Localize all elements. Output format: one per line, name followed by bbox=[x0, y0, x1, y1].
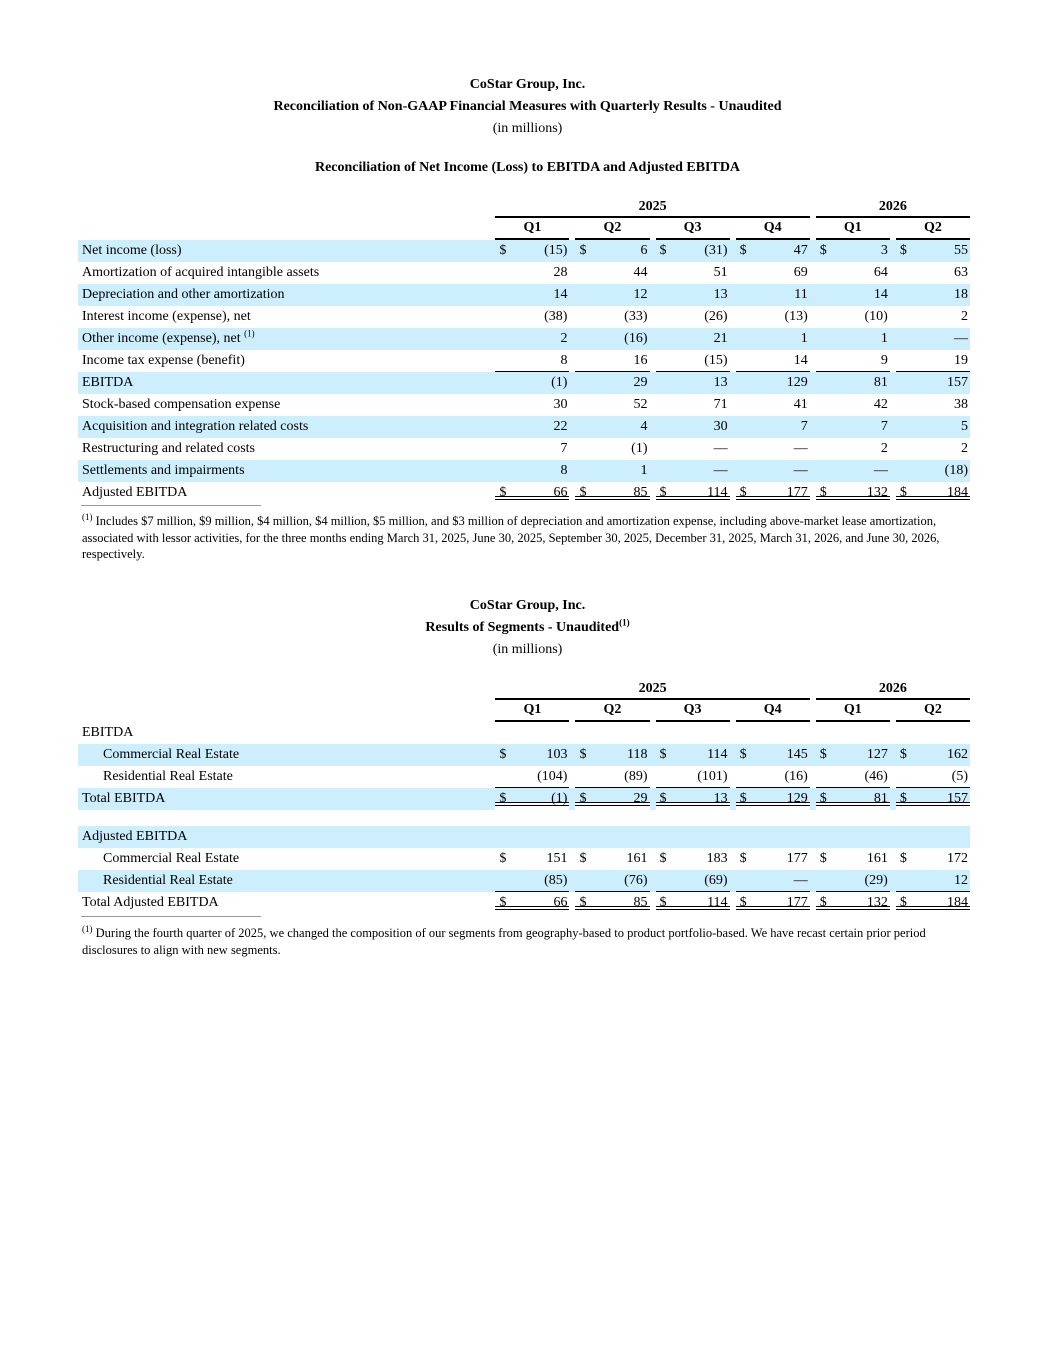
currency-symbol bbox=[736, 438, 755, 460]
currency-symbol bbox=[816, 460, 835, 482]
cell-value: 118 bbox=[594, 744, 649, 766]
currency-symbol bbox=[495, 870, 514, 892]
quarter-header: Q2 bbox=[575, 700, 649, 722]
cell-value: 3 bbox=[835, 240, 890, 262]
row-label: Total Adjusted EBITDA bbox=[82, 895, 219, 910]
currency-symbol: $ bbox=[816, 744, 835, 766]
currency-symbol bbox=[656, 394, 675, 416]
cell-value: 1 bbox=[755, 328, 810, 350]
year-header-row bbox=[78, 197, 970, 218]
cell-value: 14 bbox=[514, 284, 569, 306]
currency-symbol: $ bbox=[495, 892, 514, 914]
quarter-header: Q2 bbox=[896, 218, 970, 240]
currency-symbol bbox=[896, 372, 915, 394]
cell-value: 129 bbox=[755, 788, 810, 810]
cell-value: 85 bbox=[594, 892, 649, 914]
year-header: 2025 bbox=[495, 197, 809, 218]
cell-value: 47 bbox=[755, 240, 810, 262]
cell-value: 151 bbox=[546, 851, 568, 866]
row-label: Commercial Real Estate bbox=[78, 744, 495, 766]
cell-value: — bbox=[755, 870, 810, 892]
currency-symbol bbox=[816, 766, 835, 788]
currency-symbol bbox=[656, 350, 675, 372]
cell-value: 13 bbox=[675, 284, 730, 306]
cell-value: 16 bbox=[594, 350, 649, 372]
currency-symbol bbox=[495, 262, 514, 284]
cell-value: 30 bbox=[675, 416, 730, 438]
table-row bbox=[78, 306, 970, 328]
cell-value: 177 bbox=[786, 851, 808, 866]
currency-symbol bbox=[896, 328, 915, 350]
row-label: Adjusted EBITDA bbox=[82, 485, 188, 500]
currency-symbol: $ bbox=[819, 851, 827, 866]
currency-symbol bbox=[896, 438, 915, 460]
cell-value: 4 bbox=[594, 416, 649, 438]
currency-symbol: $ bbox=[816, 892, 835, 914]
cell-value: 1 bbox=[835, 328, 890, 350]
cell-value: (10) bbox=[864, 309, 888, 324]
cell-value: 19 bbox=[915, 350, 970, 372]
report-title-1: Reconciliation of Non-GAAP Financial Measures with Quarterly Results - Unaudited bbox=[273, 99, 782, 114]
year-header: 2025 bbox=[495, 679, 809, 700]
section-label: EBITDA bbox=[82, 725, 134, 740]
currency-symbol bbox=[495, 350, 514, 372]
row-label: Amortization of acquired intangible assets bbox=[82, 265, 320, 280]
table-row bbox=[78, 744, 970, 766]
currency-symbol: $ bbox=[896, 744, 915, 766]
cell-value: 7 bbox=[835, 416, 890, 438]
cell-value: 184 bbox=[915, 892, 970, 914]
quarter-header: Q4 bbox=[736, 218, 810, 240]
cell-value: (18) bbox=[915, 460, 970, 482]
currency-symbol bbox=[896, 416, 915, 438]
currency-symbol bbox=[656, 766, 675, 788]
currency-symbol bbox=[495, 284, 514, 306]
cell-value: 12 bbox=[594, 284, 649, 306]
footnote-rule-2 bbox=[81, 916, 261, 917]
currency-symbol: $ bbox=[896, 482, 915, 504]
row-label: Residential Real Estate bbox=[78, 870, 495, 892]
currency-symbol: $ bbox=[739, 851, 747, 866]
cell-value: 22 bbox=[514, 416, 569, 438]
report-title-2-text: Results of Segments - Unaudited bbox=[425, 620, 620, 635]
currency-symbol: $ bbox=[816, 240, 835, 262]
row-label: Stock-based compensation expense bbox=[82, 397, 281, 412]
cell-value: 52 bbox=[633, 397, 648, 412]
units-note-2: (in millions) bbox=[492, 642, 563, 657]
currency-symbol: $ bbox=[899, 851, 907, 866]
year-header-row bbox=[78, 679, 970, 700]
cell-value: 66 bbox=[514, 892, 569, 914]
cell-value: 29 bbox=[594, 372, 649, 394]
units-note-1: (in millions) bbox=[492, 121, 563, 136]
currency-symbol bbox=[575, 372, 594, 394]
currency-symbol bbox=[575, 328, 594, 350]
currency-symbol bbox=[896, 460, 915, 482]
cell-value: (1) bbox=[514, 372, 569, 394]
cell-value: (29) bbox=[835, 870, 890, 892]
cell-value: 12 bbox=[915, 870, 970, 892]
currency-symbol bbox=[495, 460, 514, 482]
reconciliation-table bbox=[78, 197, 970, 504]
cell-value: 161 bbox=[626, 851, 648, 866]
cell-value: 13 bbox=[675, 788, 730, 810]
cell-value: 157 bbox=[915, 372, 970, 394]
cell-value: 14 bbox=[835, 284, 890, 306]
currency-symbol bbox=[656, 416, 675, 438]
currency-symbol: $ bbox=[656, 788, 675, 810]
cell-value: (16) bbox=[755, 766, 810, 788]
currency-symbol bbox=[896, 306, 915, 328]
currency-symbol: $ bbox=[575, 482, 594, 504]
title-footnote-marker: (1) bbox=[619, 617, 630, 628]
cell-value: 14 bbox=[755, 350, 810, 372]
currency-symbol bbox=[656, 460, 675, 482]
quarter-header-row bbox=[78, 218, 970, 240]
cell-value: 11 bbox=[755, 284, 810, 306]
currency-symbol: $ bbox=[495, 240, 514, 262]
cell-value: 81 bbox=[835, 788, 890, 810]
currency-symbol bbox=[575, 394, 594, 416]
currency-symbol bbox=[896, 766, 915, 788]
currency-symbol bbox=[736, 350, 755, 372]
table-row bbox=[78, 262, 970, 284]
cell-value: 55 bbox=[915, 240, 970, 262]
row-label: Depreciation and other amortization bbox=[78, 284, 495, 306]
quarter-header: Q1 bbox=[816, 700, 890, 722]
company-name-1: CoStar Group, Inc. bbox=[469, 77, 586, 92]
cell-value: 63 bbox=[954, 265, 968, 280]
company-name-2: CoStar Group, Inc. bbox=[469, 598, 586, 613]
cell-value: 183 bbox=[706, 851, 728, 866]
cell-value: 114 bbox=[675, 482, 730, 504]
cell-value: 103 bbox=[514, 744, 569, 766]
currency-symbol: $ bbox=[579, 851, 587, 866]
currency-symbol: $ bbox=[575, 788, 594, 810]
footnote-text: During the fourth quarter of 2025, we changed the composition of our segments from geography-based to product portfolio-based. We have recast certain prior period disclosures to align with new segments. bbox=[82, 926, 926, 957]
cell-value: 69 bbox=[793, 265, 808, 280]
currency-symbol bbox=[736, 306, 755, 328]
currency-symbol: $ bbox=[736, 240, 755, 262]
quarter-header: Q3 bbox=[656, 218, 730, 240]
currency-symbol: $ bbox=[575, 240, 594, 262]
row-label: Interest income (expense), net bbox=[82, 309, 251, 324]
cell-value: (15) bbox=[514, 240, 569, 262]
currency-symbol bbox=[736, 328, 755, 350]
cell-value: 2 bbox=[961, 441, 968, 456]
cell-value: 71 bbox=[713, 397, 728, 412]
table-row bbox=[78, 240, 970, 262]
cell-value: (104) bbox=[514, 766, 569, 788]
currency-symbol: $ bbox=[656, 744, 675, 766]
row-label: Income tax expense (benefit) bbox=[82, 353, 245, 368]
cell-value: (15) bbox=[675, 350, 730, 372]
cell-value: 177 bbox=[755, 482, 810, 504]
cell-value: 8 bbox=[514, 350, 569, 372]
currency-symbol bbox=[896, 262, 915, 284]
currency-symbol: $ bbox=[816, 788, 835, 810]
cell-value: (76) bbox=[594, 870, 649, 892]
currency-symbol bbox=[656, 438, 675, 460]
currency-symbol bbox=[816, 328, 835, 350]
currency-symbol: $ bbox=[896, 788, 915, 810]
cell-value: 13 bbox=[675, 372, 730, 394]
cell-value: 2 bbox=[880, 441, 888, 456]
currency-symbol: $ bbox=[659, 851, 667, 866]
row-label: Total EBITDA bbox=[78, 788, 495, 810]
cell-value: (46) bbox=[835, 766, 890, 788]
row-label: Other income (expense), net $^{(1)}$ bbox=[78, 328, 495, 350]
cell-value: (69) bbox=[675, 870, 730, 892]
cell-value: (26) bbox=[704, 309, 728, 324]
currency-symbol bbox=[656, 262, 675, 284]
spacer-row bbox=[78, 810, 970, 826]
currency-symbol: $ bbox=[736, 482, 755, 504]
quarter-header: Q1 bbox=[495, 218, 569, 240]
cell-value: 157 bbox=[915, 788, 970, 810]
cell-value: 177 bbox=[755, 892, 810, 914]
currency-symbol bbox=[736, 416, 755, 438]
currency-symbol bbox=[736, 262, 755, 284]
cell-value: 42 bbox=[873, 397, 888, 412]
cell-value: 132 bbox=[835, 892, 890, 914]
currency-symbol: $ bbox=[656, 240, 675, 262]
currency-symbol bbox=[575, 306, 594, 328]
footnote-marker: (1) bbox=[244, 328, 255, 339]
table-row bbox=[78, 438, 970, 460]
cell-value: 81 bbox=[835, 372, 890, 394]
footnote-text: Includes $7 million, $9 million, $4 million, $4 million, $5 million, and $3 million of depreciation and amortization expense, including above-market lease amortization, associated with lessor activities, for the three months ending March 31, 2025, June 30, 2025, September 30, 2025, December 31, 2025, March 31, 2026, and June 30, 2026, respectively. bbox=[82, 514, 940, 561]
currency-symbol: $ bbox=[499, 851, 507, 866]
cell-value: 129 bbox=[755, 372, 810, 394]
quarter-header: Q3 bbox=[656, 700, 730, 722]
currency-symbol bbox=[816, 416, 835, 438]
currency-symbol bbox=[816, 350, 835, 372]
cell-value: 9 bbox=[835, 350, 890, 372]
quarter-header: Q1 bbox=[495, 700, 569, 722]
footnote-2 bbox=[82, 925, 972, 958]
cell-value: 7 bbox=[560, 441, 568, 456]
cell-value: 184 bbox=[915, 482, 970, 504]
row-label: Settlements and impairments bbox=[78, 460, 495, 482]
row-label: Net income (loss) bbox=[78, 240, 495, 262]
table-row bbox=[78, 416, 970, 438]
cell-value: — bbox=[793, 441, 808, 456]
cell-value: 1 bbox=[594, 460, 649, 482]
table-row bbox=[78, 328, 970, 350]
row-label: Acquisition and integration related costs bbox=[78, 416, 495, 438]
currency-symbol bbox=[816, 438, 835, 460]
currency-symbol bbox=[495, 438, 514, 460]
footnote-marker: (1) bbox=[82, 923, 93, 934]
section-label-row bbox=[78, 826, 970, 848]
table-row bbox=[78, 482, 970, 504]
currency-symbol bbox=[896, 284, 915, 306]
currency-symbol bbox=[495, 394, 514, 416]
cell-value: (38) bbox=[544, 309, 568, 324]
cell-value: 114 bbox=[675, 892, 730, 914]
currency-symbol bbox=[736, 372, 755, 394]
cell-value: (1) bbox=[631, 441, 648, 456]
report-title-2 bbox=[0, 617, 1055, 636]
table-row bbox=[78, 372, 970, 394]
row-label: Residential Real Estate bbox=[103, 769, 233, 784]
currency-symbol: $ bbox=[736, 744, 755, 766]
currency-symbol bbox=[896, 394, 915, 416]
row-label: EBITDA bbox=[78, 372, 495, 394]
table-subtitle-1: Reconciliation of Net Income (Loss) to EBITDA and Adjusted EBITDA bbox=[314, 160, 741, 175]
cell-value: (89) bbox=[594, 766, 649, 788]
year-header: 2026 bbox=[816, 197, 970, 218]
cell-value: 114 bbox=[675, 744, 730, 766]
currency-symbol bbox=[575, 438, 594, 460]
currency-symbol bbox=[816, 870, 835, 892]
currency-symbol bbox=[816, 394, 835, 416]
cell-value: — bbox=[713, 441, 728, 456]
currency-symbol: $ bbox=[495, 744, 514, 766]
cell-value: 161 bbox=[866, 851, 888, 866]
currency-symbol bbox=[816, 262, 835, 284]
cell-value: 64 bbox=[873, 265, 888, 280]
currency-symbol: $ bbox=[575, 744, 594, 766]
quarter-header: Q2 bbox=[896, 700, 970, 722]
currency-symbol bbox=[495, 766, 514, 788]
table-row bbox=[78, 766, 970, 788]
currency-symbol bbox=[495, 372, 514, 394]
cell-value: 66 bbox=[514, 482, 569, 504]
currency-symbol bbox=[575, 766, 594, 788]
cell-value: (31) bbox=[675, 240, 730, 262]
table-row bbox=[78, 394, 970, 416]
currency-symbol bbox=[736, 394, 755, 416]
quarter-header-row bbox=[78, 700, 970, 722]
footnote-rule-1 bbox=[81, 505, 261, 506]
currency-symbol bbox=[896, 870, 915, 892]
cell-value: 8 bbox=[514, 460, 569, 482]
cell-value: (1) bbox=[514, 788, 569, 810]
currency-symbol bbox=[656, 372, 675, 394]
currency-symbol: $ bbox=[575, 892, 594, 914]
currency-symbol bbox=[816, 284, 835, 306]
cell-value: 51 bbox=[713, 265, 728, 280]
cell-value: 29 bbox=[594, 788, 649, 810]
cell-value: — bbox=[835, 460, 890, 482]
cell-value: — bbox=[675, 460, 730, 482]
currency-symbol: $ bbox=[816, 482, 835, 504]
cell-value: 30 bbox=[553, 397, 568, 412]
cell-value: (33) bbox=[624, 309, 648, 324]
currency-symbol bbox=[575, 416, 594, 438]
currency-symbol bbox=[656, 284, 675, 306]
cell-value: 41 bbox=[793, 397, 808, 412]
cell-value: 7 bbox=[755, 416, 810, 438]
quarter-header: Q1 bbox=[816, 218, 890, 240]
cell-value: 127 bbox=[835, 744, 890, 766]
currency-symbol bbox=[896, 350, 915, 372]
cell-value: 38 bbox=[954, 397, 968, 412]
quarter-header: Q4 bbox=[736, 700, 810, 722]
currency-symbol bbox=[575, 460, 594, 482]
table-row bbox=[78, 870, 970, 892]
cell-value: 6 bbox=[594, 240, 649, 262]
currency-symbol: $ bbox=[656, 892, 675, 914]
table-row bbox=[78, 892, 970, 914]
cell-value: (101) bbox=[675, 766, 730, 788]
currency-symbol: $ bbox=[736, 788, 755, 810]
footnote-1 bbox=[82, 513, 972, 563]
currency-symbol bbox=[656, 870, 675, 892]
currency-symbol bbox=[656, 306, 675, 328]
currency-symbol bbox=[495, 306, 514, 328]
footnote-marker: (1) bbox=[82, 511, 93, 522]
row-label: Commercial Real Estate bbox=[103, 851, 240, 866]
currency-symbol bbox=[816, 372, 835, 394]
currency-symbol bbox=[736, 766, 755, 788]
cell-value: 2 bbox=[961, 309, 968, 324]
table-row bbox=[78, 460, 970, 482]
currency-symbol bbox=[736, 460, 755, 482]
currency-symbol: $ bbox=[736, 892, 755, 914]
cell-value: 28 bbox=[553, 265, 568, 280]
cell-value: 21 bbox=[675, 328, 730, 350]
section-label: Adjusted EBITDA bbox=[78, 826, 970, 848]
currency-symbol bbox=[656, 328, 675, 350]
section-label-row bbox=[78, 722, 970, 744]
table-row bbox=[78, 350, 970, 372]
currency-symbol bbox=[495, 328, 514, 350]
cell-value: 162 bbox=[915, 744, 970, 766]
cell-value: 145 bbox=[755, 744, 810, 766]
cell-value: 132 bbox=[835, 482, 890, 504]
currency-symbol: $ bbox=[656, 482, 675, 504]
quarter-header: Q2 bbox=[575, 218, 649, 240]
table-row bbox=[78, 848, 970, 870]
cell-value: — bbox=[915, 328, 970, 350]
cell-value: 2 bbox=[514, 328, 569, 350]
currency-symbol: $ bbox=[896, 892, 915, 914]
cell-value: 85 bbox=[594, 482, 649, 504]
year-header: 2026 bbox=[816, 679, 970, 700]
cell-value: 18 bbox=[915, 284, 970, 306]
cell-value: 172 bbox=[947, 851, 968, 866]
currency-symbol bbox=[495, 416, 514, 438]
currency-symbol bbox=[575, 262, 594, 284]
currency-symbol bbox=[575, 350, 594, 372]
cell-value: (5) bbox=[915, 766, 970, 788]
cell-value: (85) bbox=[514, 870, 569, 892]
currency-symbol: $ bbox=[495, 482, 514, 504]
currency-symbol bbox=[575, 284, 594, 306]
cell-value: (13) bbox=[784, 309, 808, 324]
table-row bbox=[78, 284, 970, 306]
currency-symbol bbox=[816, 306, 835, 328]
currency-symbol bbox=[575, 870, 594, 892]
cell-value: (16) bbox=[594, 328, 649, 350]
row-label: Restructuring and related costs bbox=[82, 441, 256, 456]
cell-value: 44 bbox=[633, 265, 648, 280]
currency-symbol: $ bbox=[495, 788, 514, 810]
segments-table bbox=[78, 679, 970, 914]
currency-symbol bbox=[736, 284, 755, 306]
cell-value: 5 bbox=[915, 416, 970, 438]
currency-symbol bbox=[736, 870, 755, 892]
table-row bbox=[78, 788, 970, 810]
cell-value: — bbox=[755, 460, 810, 482]
currency-symbol: $ bbox=[896, 240, 915, 262]
